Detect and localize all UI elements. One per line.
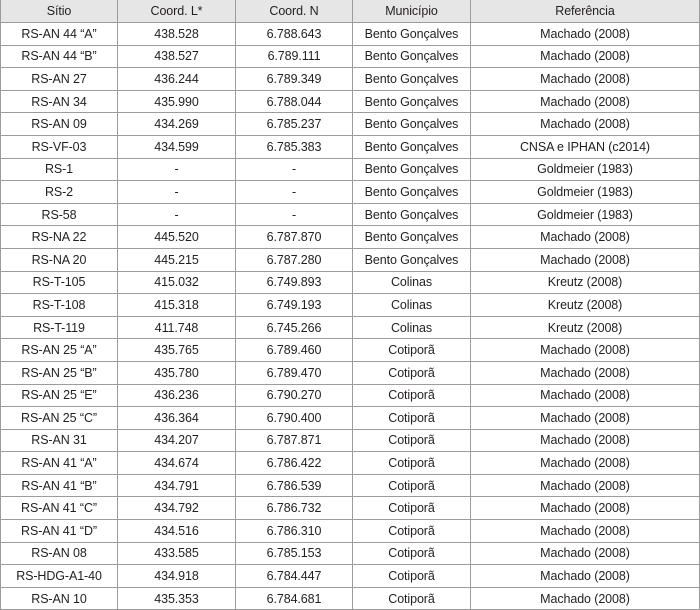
cell-coord-l: - <box>118 181 236 204</box>
table-row <box>1 45 700 68</box>
table-row <box>1 474 700 497</box>
cell-municipio: Cotiporã <box>353 361 471 384</box>
cell-coord-n: 6.786.422 <box>236 452 353 475</box>
cell-coord-l: 411.748 <box>118 316 236 339</box>
cell-coord-n: 6.786.310 <box>236 520 353 543</box>
cell-municipio: Bento Gonçalves <box>353 68 471 91</box>
cell-sitio: RS-AN 34 <box>1 90 118 113</box>
cell-coord-n: 6.785.153 <box>236 542 353 565</box>
table-row <box>1 429 700 452</box>
cell-municipio: Bento Gonçalves <box>353 113 471 136</box>
table-header <box>1 0 700 23</box>
table-row <box>1 113 700 136</box>
cell-coord-n: 6.749.193 <box>236 294 353 317</box>
cell-referencia: Machado (2008) <box>471 587 700 610</box>
cell-coord-l: 434.516 <box>118 520 236 543</box>
cell-municipio: Bento Gonçalves <box>353 248 471 271</box>
cell-sitio: RS-1 <box>1 158 118 181</box>
cell-referencia: Kreutz (2008) <box>471 294 700 317</box>
cell-referencia: Machado (2008) <box>471 23 700 46</box>
table-row <box>1 587 700 610</box>
cell-municipio: Bento Gonçalves <box>353 181 471 204</box>
cell-municipio: Colinas <box>353 316 471 339</box>
cell-coord-l: 434.792 <box>118 497 236 520</box>
cell-coord-l: 435.353 <box>118 587 236 610</box>
table-body <box>1 23 700 610</box>
table-row <box>1 565 700 588</box>
table-row <box>1 407 700 430</box>
cell-coord-n: 6.785.237 <box>236 113 353 136</box>
cell-sitio: RS-AN 25 “A” <box>1 339 118 362</box>
cell-sitio: RS-AN 44 “A” <box>1 23 118 46</box>
table-row <box>1 181 700 204</box>
cell-sitio: RS-AN 10 <box>1 587 118 610</box>
cell-coord-l: 436.236 <box>118 384 236 407</box>
cell-coord-l: 415.032 <box>118 271 236 294</box>
cell-coord-n: 6.785.383 <box>236 135 353 158</box>
cell-coord-l: 415.318 <box>118 294 236 317</box>
cell-municipio: Colinas <box>353 271 471 294</box>
header-coord-l: Coord. L* <box>118 0 236 23</box>
cell-municipio: Bento Gonçalves <box>353 45 471 68</box>
cell-referencia: Machado (2008) <box>471 226 700 249</box>
cell-referencia: Machado (2008) <box>471 361 700 384</box>
cell-coord-l: 434.207 <box>118 429 236 452</box>
table-row <box>1 497 700 520</box>
cell-municipio: Cotiporã <box>353 384 471 407</box>
cell-municipio: Cotiporã <box>353 429 471 452</box>
header-sitio: Sítio <box>1 0 118 23</box>
cell-referencia: Machado (2008) <box>471 113 700 136</box>
cell-coord-l: 435.780 <box>118 361 236 384</box>
table-row <box>1 90 700 113</box>
cell-sitio: RS-T-108 <box>1 294 118 317</box>
cell-referencia: Machado (2008) <box>471 384 700 407</box>
cell-coord-l: 436.364 <box>118 407 236 430</box>
table-row <box>1 452 700 475</box>
cell-coord-n: - <box>236 203 353 226</box>
cell-sitio: RS-T-105 <box>1 271 118 294</box>
table-row <box>1 68 700 91</box>
cell-sitio: RS-58 <box>1 203 118 226</box>
cell-referencia: CNSA e IPHAN (c2014) <box>471 135 700 158</box>
table-row <box>1 316 700 339</box>
cell-sitio: RS-AN 41 “B” <box>1 474 118 497</box>
cell-referencia: Kreutz (2008) <box>471 316 700 339</box>
cell-municipio: Cotiporã <box>353 587 471 610</box>
cell-coord-n: 6.788.044 <box>236 90 353 113</box>
cell-coord-n: 6.788.643 <box>236 23 353 46</box>
cell-coord-l: 445.520 <box>118 226 236 249</box>
cell-coord-l: - <box>118 158 236 181</box>
cell-sitio: RS-NA 20 <box>1 248 118 271</box>
cell-coord-l: 434.599 <box>118 135 236 158</box>
table-row <box>1 135 700 158</box>
cell-coord-n: 6.789.470 <box>236 361 353 384</box>
cell-municipio: Bento Gonçalves <box>353 90 471 113</box>
cell-sitio: RS-AN 41 “C” <box>1 497 118 520</box>
cell-sitio: RS-AN 27 <box>1 68 118 91</box>
cell-sitio: RS-AN 25 “C” <box>1 407 118 430</box>
cell-sitio: RS-AN 09 <box>1 113 118 136</box>
cell-sitio: RS-NA 22 <box>1 226 118 249</box>
cell-coord-l: 435.765 <box>118 339 236 362</box>
cell-coord-n: 6.745.266 <box>236 316 353 339</box>
cell-referencia: Goldmeier (1983) <box>471 203 700 226</box>
cell-municipio: Cotiporã <box>353 452 471 475</box>
cell-coord-l: 434.674 <box>118 452 236 475</box>
cell-coord-l: 436.244 <box>118 68 236 91</box>
cell-sitio: RS-VF-03 <box>1 135 118 158</box>
cell-referencia: Machado (2008) <box>471 407 700 430</box>
cell-coord-n: 6.789.111 <box>236 45 353 68</box>
cell-sitio: RS-HDG-A1-40 <box>1 565 118 588</box>
cell-sitio: RS-AN 31 <box>1 429 118 452</box>
cell-coord-n: 6.790.400 <box>236 407 353 430</box>
table-row <box>1 294 700 317</box>
cell-coord-l: 434.269 <box>118 113 236 136</box>
cell-referencia: Machado (2008) <box>471 542 700 565</box>
cell-coord-n: 6.787.871 <box>236 429 353 452</box>
cell-municipio: Cotiporã <box>353 497 471 520</box>
cell-referencia: Machado (2008) <box>471 339 700 362</box>
cell-coord-l: 438.527 <box>118 45 236 68</box>
table-row <box>1 226 700 249</box>
cell-coord-n: 6.784.447 <box>236 565 353 588</box>
table-row <box>1 542 700 565</box>
table-row <box>1 248 700 271</box>
cell-sitio: RS-2 <box>1 181 118 204</box>
cell-sitio: RS-AN 41 “D” <box>1 520 118 543</box>
table-row <box>1 520 700 543</box>
table-row <box>1 339 700 362</box>
header-referencia: Referência <box>471 0 700 23</box>
cell-coord-n: 6.789.460 <box>236 339 353 362</box>
table-row <box>1 271 700 294</box>
cell-sitio: RS-AN 41 “A” <box>1 452 118 475</box>
cell-referencia: Machado (2008) <box>471 68 700 91</box>
cell-municipio: Bento Gonçalves <box>353 203 471 226</box>
cell-referencia: Machado (2008) <box>471 452 700 475</box>
cell-municipio: Colinas <box>353 294 471 317</box>
cell-municipio: Cotiporã <box>353 339 471 362</box>
cell-municipio: Cotiporã <box>353 474 471 497</box>
cell-sitio: RS-AN 25 “B” <box>1 361 118 384</box>
cell-referencia: Machado (2008) <box>471 565 700 588</box>
cell-referencia: Goldmeier (1983) <box>471 158 700 181</box>
cell-coord-l: 433.585 <box>118 542 236 565</box>
cell-coord-l: 434.791 <box>118 474 236 497</box>
cell-coord-n: 6.749.893 <box>236 271 353 294</box>
cell-coord-l: 445.215 <box>118 248 236 271</box>
cell-municipio: Cotiporã <box>353 407 471 430</box>
cell-coord-n: 6.787.280 <box>236 248 353 271</box>
cell-coord-l: 438.528 <box>118 23 236 46</box>
cell-coord-l: - <box>118 203 236 226</box>
cell-coord-n: 6.784.681 <box>236 587 353 610</box>
cell-municipio: Bento Gonçalves <box>353 23 471 46</box>
table-row <box>1 158 700 181</box>
cell-coord-n: 6.786.732 <box>236 497 353 520</box>
cell-sitio: RS-T-119 <box>1 316 118 339</box>
cell-referencia: Machado (2008) <box>471 90 700 113</box>
cell-referencia: Machado (2008) <box>471 474 700 497</box>
table-row <box>1 361 700 384</box>
cell-coord-n: 6.787.870 <box>236 226 353 249</box>
cell-municipio: Cotiporã <box>353 565 471 588</box>
cell-sitio: RS-AN 08 <box>1 542 118 565</box>
header-row <box>1 0 700 23</box>
cell-referencia: Machado (2008) <box>471 429 700 452</box>
cell-coord-n: 6.789.349 <box>236 68 353 91</box>
cell-municipio: Cotiporã <box>353 542 471 565</box>
cell-municipio: Bento Gonçalves <box>353 158 471 181</box>
cell-coord-l: 435.990 <box>118 90 236 113</box>
cell-municipio: Cotiporã <box>353 520 471 543</box>
cell-coord-n: - <box>236 158 353 181</box>
cell-coord-l: 434.918 <box>118 565 236 588</box>
cell-coord-n: - <box>236 181 353 204</box>
cell-coord-n: 6.786.539 <box>236 474 353 497</box>
table-row <box>1 203 700 226</box>
table-row <box>1 384 700 407</box>
header-municipio: Município <box>353 0 471 23</box>
cell-coord-n: 6.790.270 <box>236 384 353 407</box>
table-row <box>1 23 700 46</box>
cell-referencia: Goldmeier (1983) <box>471 181 700 204</box>
cell-municipio: Bento Gonçalves <box>353 226 471 249</box>
cell-referencia: Machado (2008) <box>471 497 700 520</box>
header-coord-n: Coord. N <box>236 0 353 23</box>
cell-referencia: Machado (2008) <box>471 520 700 543</box>
cell-referencia: Kreutz (2008) <box>471 271 700 294</box>
cell-sitio: RS-AN 44 “B” <box>1 45 118 68</box>
cell-sitio: RS-AN 25 “E” <box>1 384 118 407</box>
cell-referencia: Machado (2008) <box>471 248 700 271</box>
cell-referencia: Machado (2008) <box>471 45 700 68</box>
cell-municipio: Bento Gonçalves <box>353 135 471 158</box>
